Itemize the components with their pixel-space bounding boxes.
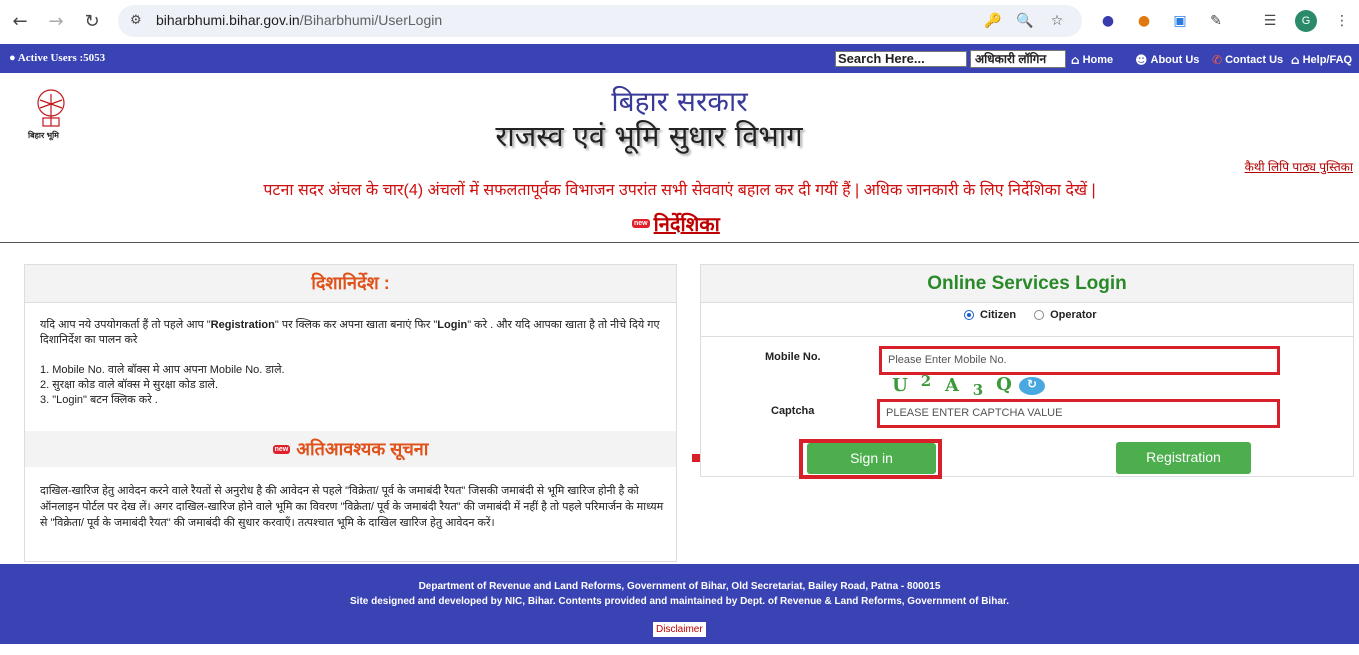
step-3: 3. "Login" बटन क्लिक करे . [40,394,158,406]
menu-kebab-icon[interactable]: ⋮ [1335,13,1349,29]
back-icon[interactable]: ← [12,10,28,32]
translate-icon[interactable]: ▣ [1173,13,1187,29]
guide-link[interactable] [632,210,720,237]
guidelines-intro: यदि आप नये उपयोगकर्ता हैं तो पहले आप "Registration" पर क्लिक कर अपना खाता बनाएं फिर "Login" करे . और यदि आपका खाता है तो नीचे दिये गए दिशानिर्देश का पालन करे [40,319,660,346]
nav-about[interactable]: ☻ About Us [1135,53,1200,67]
citizen-radio[interactable] [964,310,974,320]
browser-toolbar [0,0,1359,44]
nav-help[interactable]: ⌂ Help/FAQ [1291,53,1353,67]
phone-icon: ✆ [1212,53,1223,67]
kaithi-book-link[interactable]: कैथी लिपि पाठ्य पुस्तिका [1244,160,1353,174]
disclaimer-link[interactable]: Disclaimer [653,622,706,637]
signin-button[interactable]: Sign in [807,443,936,474]
operator-radio-label[interactable]: Operator [1050,309,1097,321]
new-badge-icon: new [274,445,289,453]
forward-icon[interactable]: → [48,10,64,32]
step-1: 1. Mobile No. वाले बॉक्स मे आप अपना Mobile No. डाले. [40,364,285,376]
captcha-char: 2 [920,371,932,390]
bookmark-star-icon[interactable]: ☆ [1050,13,1064,29]
captcha-char: U [892,375,908,396]
login-heading: Online Services Login [701,265,1353,303]
site-info-icon[interactable]: ⚙ [130,13,142,28]
help-home-icon: ⌂ [1291,53,1300,67]
address-bar[interactable] [118,5,1082,37]
captcha-input[interactable]: PLEASE ENTER CAPTCHA VALUE [877,399,1280,428]
footer [0,564,1359,644]
logo-caption: बिहार भूमि [28,131,59,140]
page-title-line1: बिहार सरकार [611,85,748,118]
reading-list-icon[interactable]: ☰ [1263,13,1277,29]
top-nav-bar [0,44,1359,73]
guidelines-steps [40,363,285,408]
guide-link-text[interactable]: निर्देशिका [653,214,720,236]
operator-radio[interactable] [1034,310,1044,320]
important-notice-heading [25,431,676,467]
nav-home[interactable]: ⌂ Home [1071,53,1114,67]
captcha-char: A [945,375,959,396]
login-divider [701,336,1353,337]
captcha-label: Captcha [771,405,815,417]
reload-icon[interactable]: ↻ [84,10,100,32]
profile-avatar[interactable]: G [1295,10,1317,32]
users-icon: ☻ [1135,53,1148,67]
mobile-label: Mobile No. [765,351,821,363]
footer-address: Department of Revenue and Land Reforms, Government of Bihar, Old Secretariat, Bailey Road, Patna - 800015 [418,581,941,592]
login-panel [700,264,1354,477]
search-input[interactable]: Search Here... [835,51,967,67]
key-icon[interactable]: 🔑 [984,13,1002,29]
user-type-radio-group [964,309,1097,321]
step-2: 2. सुरक्षा कोड वाले बॉक्स मे सुरक्षा कोड डाले. [40,379,219,391]
captcha-refresh-icon[interactable]: ↻ [1019,377,1045,395]
guidelines-panel [24,264,677,562]
registration-button[interactable]: Registration [1116,442,1251,474]
active-users-count: ● Active Users :5053 [9,52,106,64]
officer-login-select[interactable]: अधिकारी लॉगिन [970,50,1066,68]
guidelines-heading: दिशानिर्देश : [25,265,676,303]
footer-credits: Site designed and developed by NIC, Bihar. Contents provided and maintained by Dept. of Revenue & Land Reforms, Government of Bihar. [350,596,1009,607]
extension-icon-2[interactable]: ● [1137,13,1151,29]
home-icon: ⌂ [1071,53,1080,67]
page-title-line2: राजस्व एवं भूमि सुधार विभाग [495,119,803,153]
citizen-radio-label[interactable]: Citizen [980,309,1017,321]
important-notice-text: दाखिल-खारिज हेतु आवेदन करने वाले रैयतों से अनुरोध है की आवेदन से पहले "विक्रेता/ पूर्व के जमाबंदी रैयत" जिसकी जमाबंदी से भूमि खारिज होनी है को ऑनलाइन पोर्टल पर देख लें। अगर दाखिल-खारिज होने वाले भूमि का विवरण "विक्रेता/ पूर्व के जमाबंदी रैयत" की जमाबंदी में नहीं है तो पहले परिमार्जन के माध्यम से "विक्रेता/ पूर्व के जमाबंदी रैयत" की जमाबंदी की सुधार करवाएँ। तत्पश्चात भूमि के दाखिल खारिज हेतु आवेदन करें। [40,485,664,529]
captcha-image [887,371,1045,399]
announcement-notice: पटना सदर अंचल के चार(4) अंचलों में सफलतापूर्वक विभाजन उपरांत सभी सेववाएं बहाल कर दी गयीं हैं | अधिक जानकारी के लिए निर्देशिका देखें | [263,182,1096,199]
captcha-char: 3 [972,380,984,399]
important-notice-title: अतिआवश्यक सूचना [296,439,429,459]
header-divider [0,242,1359,243]
nav-contact[interactable]: ✆ Contact Us [1212,53,1284,67]
new-badge-icon: new [634,220,648,227]
extensions-puzzle-icon[interactable]: ✎ [1210,13,1222,29]
zoom-icon[interactable]: 🔍 [1016,13,1034,29]
extension-icon-1[interactable]: ● [1101,13,1115,29]
user-icon: ● [9,52,16,64]
captcha-char: Q [996,374,1012,395]
mobile-input[interactable]: Please Enter Mobile No. [879,346,1280,375]
url-text: biharbhumi.bihar.gov.in/Biharbhumi/UserLogin [156,12,443,28]
